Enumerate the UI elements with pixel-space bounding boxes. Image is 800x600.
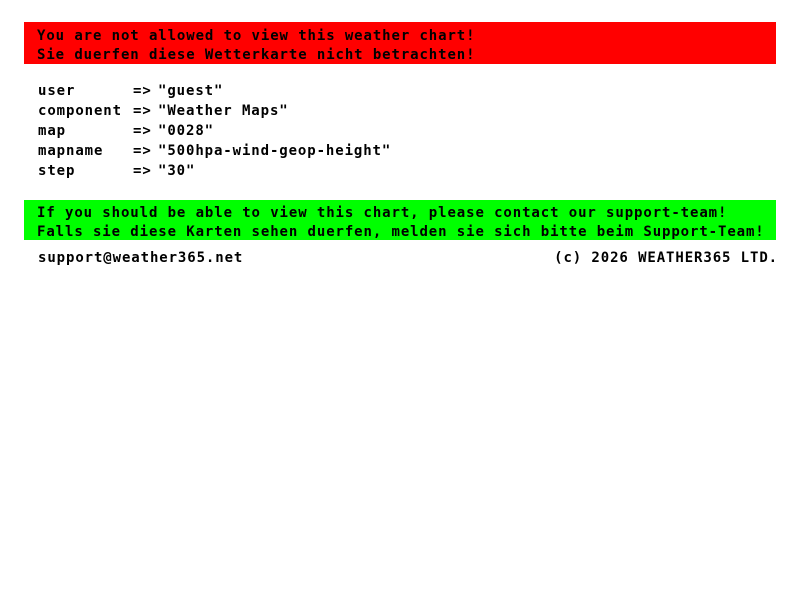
kv-arrow: =>: [133, 143, 152, 159]
kv-value: "Weather Maps": [158, 103, 289, 119]
kv-arrow: =>: [133, 163, 152, 179]
error-line-english: You are not allowed to view this weather chart!: [37, 28, 476, 44]
error-line-german: Sie duerfen diese Wetterkarte nicht betrachten!: [37, 47, 476, 63]
footer: [38, 250, 778, 266]
kv-row-step: [38, 161, 391, 181]
kv-arrow: =>: [133, 123, 152, 139]
kv-key: user: [38, 83, 76, 99]
support-line-german: Falls sie diese Karten sehen duerfen, melden sie sich bitte beim Support-Team!: [37, 224, 765, 240]
kv-row-component: [38, 101, 391, 121]
kv-arrow: =>: [133, 103, 152, 119]
kv-row-user: [38, 81, 391, 101]
kv-key: component: [38, 103, 122, 119]
copyright-notice: (c) 2026 WEATHER365 LTD.: [554, 250, 778, 266]
kv-key: step: [38, 163, 76, 179]
kv-key: mapname: [38, 143, 104, 159]
kv-value: "0028": [158, 123, 214, 139]
error-banner: [24, 22, 776, 64]
kv-row-mapname: [38, 141, 391, 161]
kv-arrow: =>: [133, 83, 152, 99]
support-email: support@weather365.net: [38, 250, 244, 266]
kv-row-map: [38, 121, 391, 141]
kv-value: "30": [158, 163, 196, 179]
kv-value: "guest": [158, 83, 224, 99]
kv-key: map: [38, 123, 66, 139]
kv-value: "500hpa-wind-geop-height": [158, 143, 392, 159]
support-line-english: If you should be able to view this chart, please contact our support-team!: [37, 205, 728, 221]
request-details: [38, 81, 391, 181]
support-banner: [24, 200, 776, 240]
